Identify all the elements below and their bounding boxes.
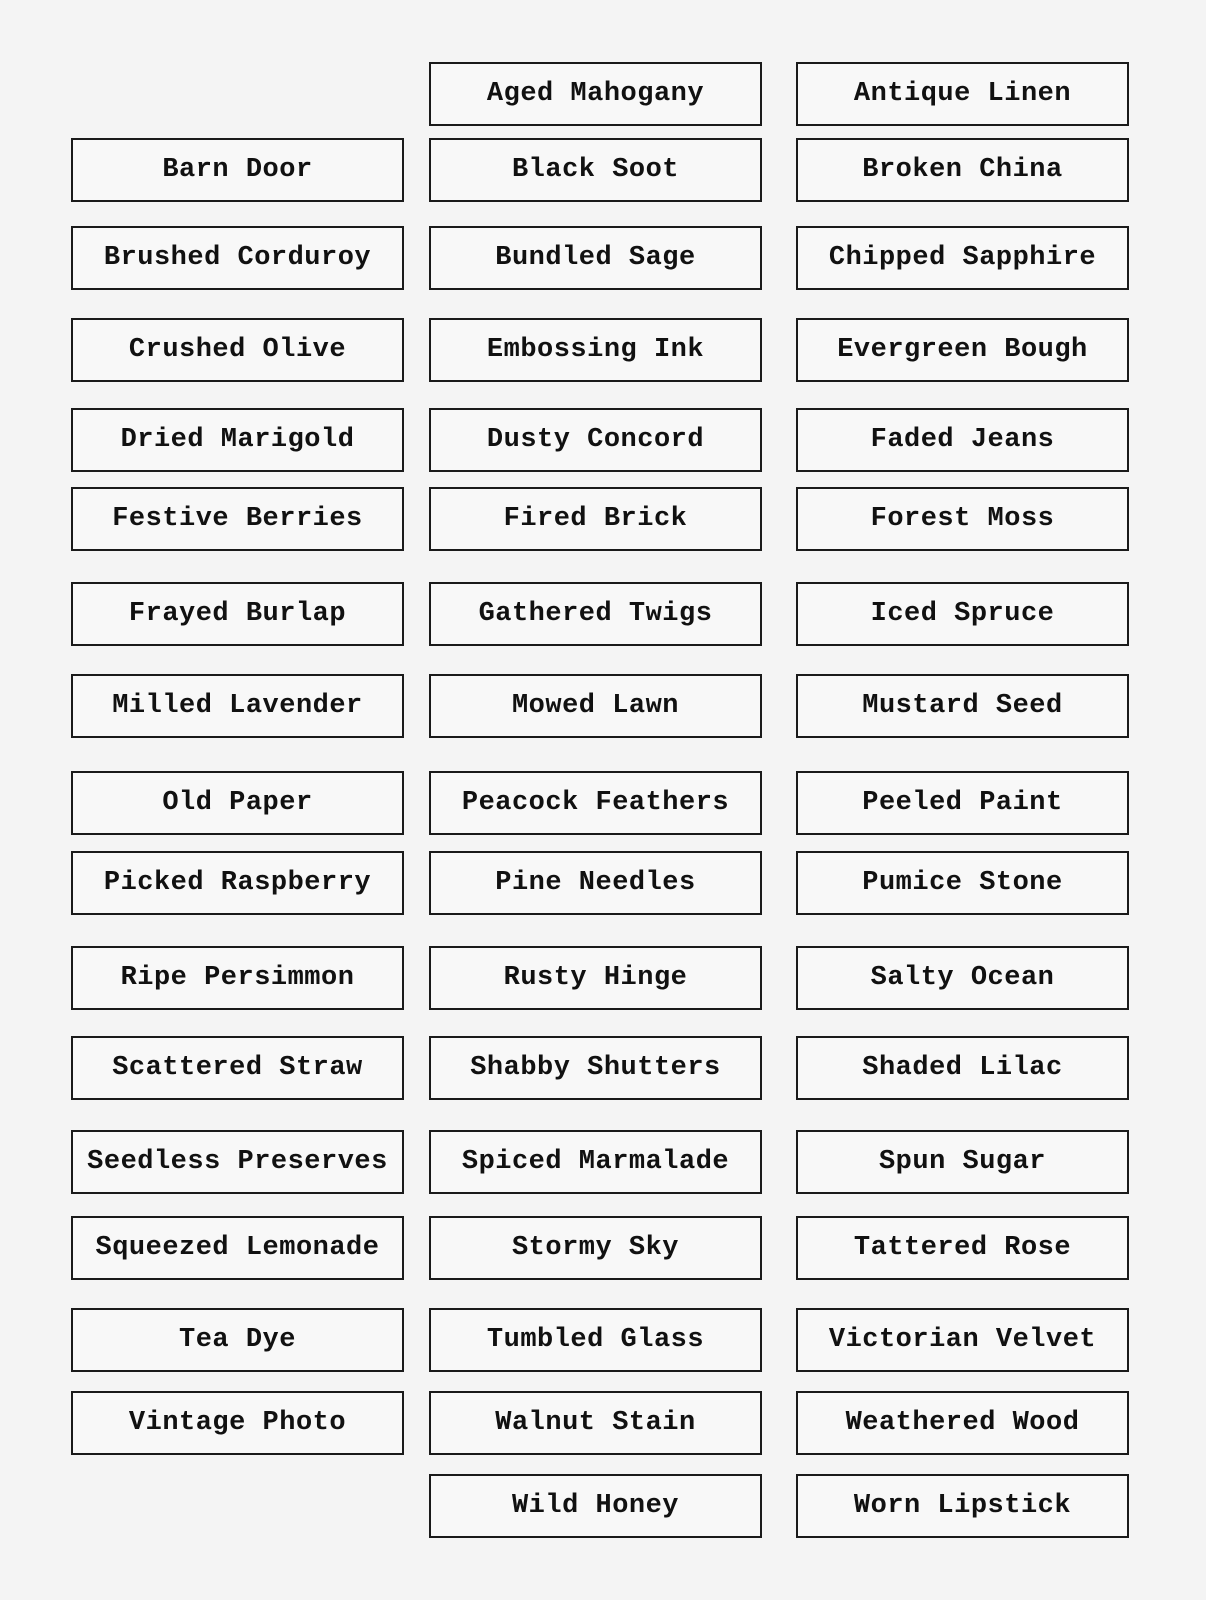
color-label <box>796 487 1129 551</box>
color-label-text: Peeled Paint <box>862 787 1063 818</box>
color-label <box>796 1036 1129 1100</box>
color-label <box>429 1036 762 1100</box>
color-label-text: Walnut Stain <box>495 1407 696 1438</box>
color-label <box>71 487 404 551</box>
color-label-text: Broken China <box>862 154 1063 185</box>
color-label <box>429 487 762 551</box>
color-label-text: Festive Berries <box>112 503 363 534</box>
color-label-text: Pumice Stone <box>862 867 1063 898</box>
color-label <box>796 318 1129 382</box>
color-label-text: Ripe Persimmon <box>120 962 355 993</box>
color-label-text: Milled Lavender <box>112 690 363 721</box>
color-label <box>71 226 404 290</box>
color-label-text: Scattered Straw <box>112 1052 363 1083</box>
color-label <box>71 1130 404 1194</box>
color-label-text: Stormy Sky <box>511 1232 680 1263</box>
color-label-text: Tumbled Glass <box>486 1324 705 1355</box>
color-label <box>796 851 1129 915</box>
color-label <box>71 1036 404 1100</box>
color-label-text: Chipped Sapphire <box>828 242 1097 273</box>
color-label-text: Bundled Sage <box>495 242 696 273</box>
color-label <box>429 1308 762 1372</box>
color-label <box>429 674 762 738</box>
color-label-text: Seedless Preserves <box>87 1146 388 1177</box>
color-label-text: Weathered Wood <box>845 1407 1080 1438</box>
color-label-text: Black Soot <box>511 154 680 185</box>
color-label <box>71 318 404 382</box>
color-label-text: Victorian Velvet <box>828 1324 1097 1355</box>
color-label <box>796 62 1129 126</box>
color-label-text: Peacock Feathers <box>461 787 730 818</box>
color-label-text: Vintage Photo <box>128 1407 347 1438</box>
color-label-text: Dried Marigold <box>120 424 355 455</box>
color-label <box>429 1130 762 1194</box>
color-label-text: Spun Sugar <box>878 1146 1047 1177</box>
color-label-text: Barn Door <box>162 154 313 185</box>
color-label-text: Forest Moss <box>870 503 1055 534</box>
color-label <box>71 851 404 915</box>
color-label-text: Tattered Rose <box>853 1232 1072 1263</box>
color-label <box>796 138 1129 202</box>
color-label <box>796 771 1129 835</box>
color-label-text: Antique Linen <box>853 78 1072 109</box>
color-label-text: Spiced Marmalade <box>461 1146 730 1177</box>
color-label-text: Mustard Seed <box>862 690 1063 721</box>
color-label-text: Crushed Olive <box>128 334 347 365</box>
color-label-text: Evergreen Bough <box>837 334 1088 365</box>
color-label-text: Iced Spruce <box>870 598 1055 629</box>
color-label <box>71 1308 404 1372</box>
color-label <box>71 1216 404 1280</box>
color-label <box>429 946 762 1010</box>
color-label-text: Embossing Ink <box>486 334 705 365</box>
color-label-text: Mowed Lawn <box>511 690 680 721</box>
color-label <box>71 1391 404 1455</box>
color-label-text: Picked Raspberry <box>103 867 372 898</box>
color-label-text: Wild Honey <box>511 1490 680 1521</box>
color-label-text: Shabby Shutters <box>470 1052 721 1083</box>
color-label-text: Salty Ocean <box>870 962 1055 993</box>
color-label <box>796 946 1129 1010</box>
color-label <box>796 582 1129 646</box>
color-label-text: Dusty Concord <box>486 424 705 455</box>
color-label <box>796 226 1129 290</box>
color-label <box>796 1216 1129 1280</box>
color-label <box>429 408 762 472</box>
color-label-text: Brushed Corduroy <box>103 242 372 273</box>
color-label <box>429 318 762 382</box>
color-label <box>796 1130 1129 1194</box>
color-label <box>429 62 762 126</box>
color-label <box>429 1216 762 1280</box>
color-label <box>429 138 762 202</box>
color-label <box>796 1474 1129 1538</box>
color-label-text: Worn Lipstick <box>853 1490 1072 1521</box>
color-label-text: Fired Brick <box>503 503 688 534</box>
color-label-text: Squeezed Lemonade <box>95 1232 380 1263</box>
color-label <box>429 851 762 915</box>
color-label <box>429 1391 762 1455</box>
color-label <box>796 674 1129 738</box>
color-label <box>71 582 404 646</box>
color-label-text: Tea Dye <box>179 1324 296 1355</box>
color-label <box>429 1474 762 1538</box>
color-label-text: Faded Jeans <box>870 424 1055 455</box>
color-label <box>796 1308 1129 1372</box>
color-label-text: Pine Needles <box>495 867 696 898</box>
color-label <box>429 226 762 290</box>
color-label-text: Gathered Twigs <box>478 598 713 629</box>
color-label <box>429 582 762 646</box>
color-label <box>71 946 404 1010</box>
color-label-text: Frayed Burlap <box>128 598 347 629</box>
color-label <box>796 408 1129 472</box>
color-label <box>71 674 404 738</box>
color-label-text: Old Paper <box>162 787 313 818</box>
color-label <box>796 1391 1129 1455</box>
color-label <box>71 408 404 472</box>
color-label <box>429 771 762 835</box>
color-label <box>71 138 404 202</box>
color-label <box>71 771 404 835</box>
color-label-text: Shaded Lilac <box>862 1052 1063 1083</box>
color-label-text: Aged Mahogany <box>486 78 705 109</box>
color-label-text: Rusty Hinge <box>503 962 688 993</box>
